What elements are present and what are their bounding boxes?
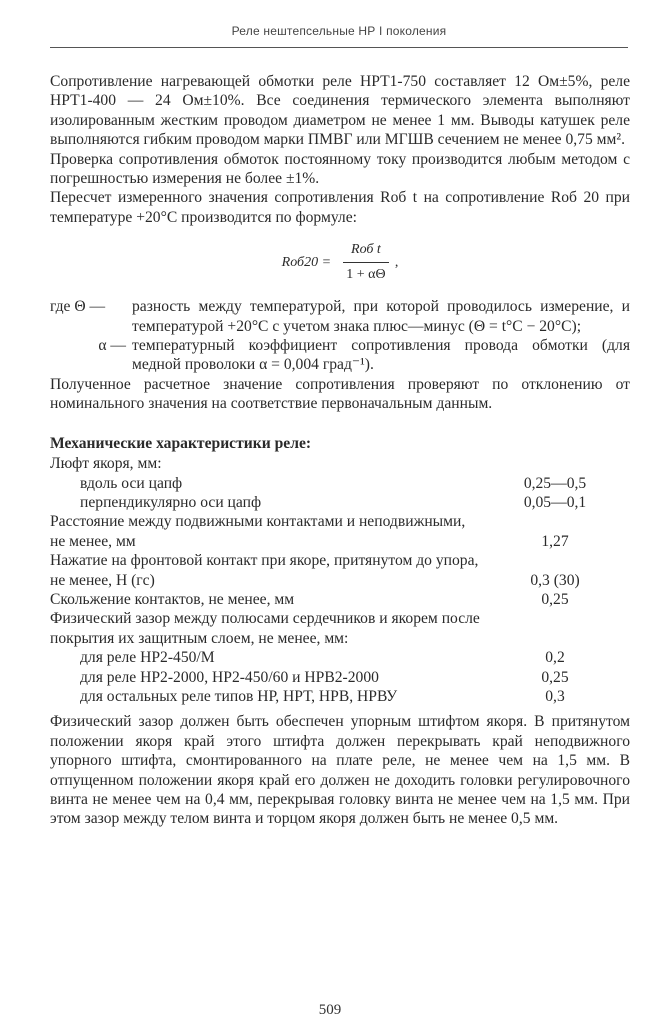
spec-row bbox=[50, 512, 630, 551]
spec-row bbox=[50, 474, 630, 493]
mechanical-specs-list bbox=[50, 454, 630, 706]
formula-definitions bbox=[50, 297, 630, 375]
spec-row bbox=[50, 551, 630, 590]
definition-alpha bbox=[50, 336, 630, 375]
spec-row bbox=[50, 648, 630, 667]
spec-value: 0,2 bbox=[545, 649, 565, 667]
spec-value: 0,25—0,5 bbox=[523, 474, 587, 492]
spec-label: Нажатие на фронтовой контакт при якоре, притянутом до упора, не менее, Н (гс) bbox=[50, 552, 479, 589]
intro-paragraph-2: Проверка сопротивления обмоток постоянному току производится любым методом с погрешностью измерения не более ±1%. bbox=[50, 150, 630, 188]
after-definitions-paragraph: Полученное расчетное значение сопротивления проверяют по отклонению от номинального значения на соответствие первоначальным данным. bbox=[50, 375, 630, 413]
spec-label: Физический зазор между полюсами сердечников и якорем после покрытия их защитным слоем, не менее, мм: bbox=[50, 610, 480, 647]
spec-value: 0,05—0,1 bbox=[523, 493, 587, 511]
spec-label: Люфт якоря, мм: bbox=[50, 455, 162, 473]
running-header: Реле нештепсельные НР I поколения bbox=[231, 24, 447, 38]
spec-row bbox=[50, 668, 630, 687]
definition-key: где Θ — bbox=[50, 298, 106, 316]
spec-label: Расстояние между подвижными контактами и неподвижными, не менее, мм bbox=[50, 513, 466, 550]
spec-row bbox=[50, 609, 630, 648]
definition-theta bbox=[50, 297, 630, 336]
spec-value: 0,3 bbox=[545, 687, 565, 705]
formula-denominator: 1 + αΘ bbox=[346, 266, 386, 282]
spec-value: 0,3 (30) bbox=[530, 571, 580, 589]
spec-label: для реле НР2-450/М bbox=[80, 649, 215, 667]
closing-paragraph: Физический зазор должен быть обеспечен упорным штифтом якоря. В притянутом положении якоря край этого штифта должен перекрывать край неподвижного упорного штифта, смонтированного на плате реле, не менее чем на 1,5 мм. В отпущенном положении якоря край его должен не доходить головки регулировочного винта не менее чем на 0,4 мм, перекрывая головку винта не менее чем на 1,5 мм. При этом зазор между телом винта и торцом якоря должен быть не менее 0,5 мм. bbox=[50, 713, 630, 828]
resistance-formula bbox=[50, 235, 630, 289]
spec-label: вдоль оси цапф bbox=[80, 474, 183, 492]
definition-text: разность между температурой, при которой проводилось измерение, и температурой +20°С с учетом знака плюс—минус (Θ = t°С − 20°С); bbox=[132, 298, 630, 335]
spec-value: 1,27 bbox=[541, 532, 569, 550]
spec-value: 0,25 bbox=[541, 590, 569, 608]
formula-fraction bbox=[343, 240, 389, 284]
definition-key: α — bbox=[98, 337, 126, 355]
spec-row bbox=[50, 454, 630, 473]
definition-text: температурный коэффициент сопротивления провода обмотки (для медной проволоки α = 0,004 град⁻¹). bbox=[132, 337, 630, 374]
intro-paragraph-1: Сопротивление нагревающей обмотки реле НРТ1-750 составляет 12 Ом±5%, реле НРТ1-400 — 24 Ом±10%. Все соединения термического элемента выполняют изолированным жестким проводом диаметром не менее 1 мм. Выводы катушек реле выполняются гибким проводом марки ПМВГ или МГШВ сечением не менее 0,75 мм². bbox=[50, 73, 630, 149]
page-number: 509 bbox=[318, 1002, 342, 1018]
formula-numerator: Rоб t bbox=[343, 240, 389, 262]
page-body bbox=[50, 72, 630, 829]
spec-label: для реле НР2-2000, НР2-450/60 и НРВ2-2000 bbox=[80, 668, 379, 686]
formula-trail: , bbox=[394, 254, 399, 270]
spec-row bbox=[50, 493, 630, 512]
spec-value: 0,25 bbox=[541, 668, 569, 686]
header-rule bbox=[50, 47, 628, 48]
spec-label: для остальных реле типов НР, НРТ, НРВ, НРВУ bbox=[80, 687, 398, 705]
spec-row bbox=[50, 687, 630, 706]
formula-lhs: Rоб20 = bbox=[281, 254, 332, 270]
spec-label: перпендикулярно оси цапф bbox=[80, 493, 262, 511]
mechanical-section-title: Механические характеристики реле: bbox=[50, 434, 312, 452]
spec-label: Скольжение контактов, не менее, мм bbox=[50, 590, 295, 608]
intro-paragraph-3: Пересчет измеренного значения сопротивления Rоб t на сопротивление Rоб 20 при температуре +20°С производится по формуле: bbox=[50, 189, 630, 226]
spec-row bbox=[50, 590, 630, 609]
